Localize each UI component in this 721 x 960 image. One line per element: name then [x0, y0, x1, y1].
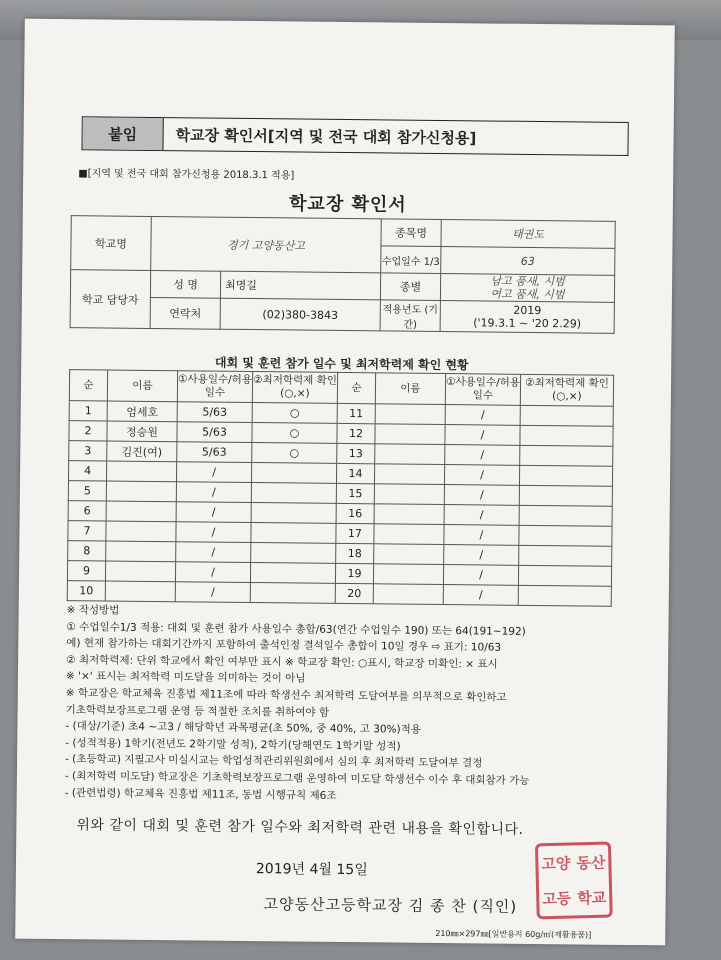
school-value: 경기 고양동산고: [151, 216, 382, 272]
event-label: 종별: [380, 273, 440, 301]
check-mark: [519, 465, 612, 486]
row-number: 13: [337, 443, 375, 463]
row-number: 4: [68, 461, 106, 481]
check-mark: [518, 585, 611, 606]
row-number: 8: [68, 541, 106, 561]
days-value: 5/63: [177, 442, 252, 463]
days-value: /: [445, 425, 520, 446]
days-value: 5/63: [177, 402, 252, 423]
seal-character: 고등: [542, 889, 572, 909]
check-mark: ○: [252, 403, 337, 424]
days-value: /: [444, 545, 519, 566]
event-value-2: 여고 품새, 시범: [490, 287, 565, 302]
days-value: /: [176, 482, 251, 503]
check-mark: [251, 523, 336, 544]
student-name: 엄세호: [107, 401, 177, 422]
school-label: 학교명: [71, 216, 152, 271]
student-name: [374, 484, 444, 505]
days-value: /: [176, 502, 251, 523]
seal-character: 고양: [541, 854, 571, 874]
days-value: /: [445, 445, 520, 466]
days-value: /: [444, 525, 519, 546]
days-value: /: [443, 565, 518, 586]
days-value: /: [176, 542, 251, 563]
seal-character: 학교: [577, 888, 607, 908]
note-line: - (성적적용) 1학기(전년도 2학기말 성적), 2학기(당해연도 1학기말 성적): [65, 736, 401, 753]
student-name: [375, 424, 445, 445]
info-table: [70, 215, 616, 334]
days-value: 5/63: [177, 422, 252, 443]
row-number: 3: [69, 441, 107, 461]
signature-line: 고양동산고등학교장 김 종 찬 (직인): [263, 895, 518, 916]
event-value: [440, 273, 614, 302]
days-label: 수업일수 1/3: [381, 246, 441, 274]
days-value: 63: [441, 246, 615, 275]
year-cell: [440, 300, 614, 333]
check-mark: ○: [252, 443, 337, 464]
note-line: ※ 학교장은 학교체육 진흥법 제11조에 따라 학생선수 최저학력 도달여부를 의무적으로 확인하고: [65, 687, 507, 704]
row-number: 19: [335, 563, 373, 583]
check-mark: [519, 485, 612, 506]
check-mark: [250, 583, 335, 604]
records-table: [67, 369, 614, 607]
col-no: 순: [69, 370, 107, 401]
row-number: 18: [336, 543, 374, 563]
year-value: 2019: [513, 303, 542, 318]
student-name: [106, 541, 176, 562]
days-value: /: [176, 462, 251, 483]
student-name: [106, 461, 176, 482]
check-mark: [519, 545, 612, 566]
paper-spec-footer: 210㎜×297㎜[일반용지 60g/㎡(재활용품)]: [435, 928, 592, 940]
days-value: /: [445, 405, 520, 426]
row-number: 11: [337, 403, 375, 423]
student-name: [373, 564, 443, 585]
name-value: 최명길: [220, 271, 380, 300]
student-name: 김진(여): [107, 441, 177, 462]
row-number: 9: [67, 561, 105, 581]
notes-section: [65, 602, 627, 807]
row-number: 20: [335, 583, 373, 603]
row-number: 16: [336, 503, 374, 523]
note-line: - (대상/기준) 초4 ~고3 / 해당학년 과목평균(초 50%, 중 40%, 고 30%)적용: [65, 720, 422, 736]
row-number: 17: [336, 523, 374, 543]
seal-character: 동산: [576, 853, 606, 873]
period-value: ('19.3.1 ~ '20 2.29): [473, 316, 582, 331]
check-mark: [251, 483, 336, 504]
student-name: [106, 481, 176, 502]
check-mark: [520, 425, 613, 446]
col-no: 순: [337, 372, 375, 403]
check-mark: [518, 565, 611, 586]
note-line: - (최저학력 미도달) 학교장은 기초학력보장프로그램 운영하여 미도달 학생선수 이수 후 대회참가 가능: [64, 770, 530, 787]
row-number: 5: [68, 481, 106, 501]
row-number: 7: [68, 521, 106, 541]
year-label: 적용년도 (기간): [380, 300, 440, 332]
row-number: 2: [69, 421, 107, 441]
date-text: 2019년 4월 15일: [255, 861, 368, 879]
official-seal: [535, 842, 613, 920]
col-check: ②최저학력제 확인(○,×): [520, 374, 613, 406]
days-value: /: [175, 582, 250, 603]
student-name: [374, 544, 444, 565]
document-title: 학교장 확인서: [288, 193, 407, 216]
check-mark: [520, 445, 613, 466]
note-line: ※ 작성방법: [66, 604, 120, 617]
student-name: [105, 581, 175, 602]
note-line: - (관련법령) 학교체육 진흥법 제11조, 동법 시행규칙 제6조: [64, 786, 337, 802]
confirm-text: 위와 같이 대회 및 훈련 참가 일수와 최저학력 관련 내용을 확인합니다.: [76, 817, 524, 838]
col-days: ①사용일수/허용일수: [177, 371, 252, 403]
note-line: ※ '×' 표시는 최저학력 미도달을 의미하는 것이 아님: [65, 670, 306, 685]
header-title: 학교장 확인서[지역 및 전국 대회 참가신청용]: [175, 125, 477, 147]
check-mark: [251, 463, 336, 484]
student-name: [374, 504, 444, 525]
student-name: 정승원: [107, 421, 177, 442]
note-line: 기초학력보장프로그램 운영 등 적절한 조치를 취하여야 함: [65, 703, 330, 719]
note-line: - (초등학교) 지필고사 미실시교는 학업성적관리위원회에서 심의 후 최저학력 도달여부 결정: [65, 753, 483, 770]
days-value: /: [444, 505, 519, 526]
sport-label: 종목명: [381, 219, 441, 247]
row-number: 12: [337, 423, 375, 443]
check-mark: [250, 563, 335, 584]
check-mark: [519, 525, 612, 546]
col-name: 이름: [375, 373, 445, 405]
attachment-tag: 붙임: [82, 117, 163, 150]
note-line: ② 최저학력제: 단위 학교에서 확인 여부만 표시 ※ 학교장 확인: ○표시, 학교장 미확인: × 표시: [66, 653, 498, 671]
row-number: 1: [69, 401, 107, 421]
manager-label: 학교 담당자: [70, 270, 151, 329]
student-name: [106, 501, 176, 522]
student-name: [375, 404, 445, 425]
days-value: /: [176, 522, 251, 543]
student-name: [375, 444, 445, 465]
note-line: 예) 현재 참가하는 대회기간까지 포함하여 출석인정 결석일수 총합이 10일 경우 ⇨ 표기: 10/63: [66, 637, 502, 654]
event-value-1: 남고 품새, 시범: [490, 274, 565, 289]
row-number: 14: [336, 463, 374, 483]
top-note: ■[지역 및 전국 대회 참가신청용 2018.3.1 적용]: [78, 168, 295, 182]
check-mark: [520, 405, 613, 426]
contact-label: 연락처: [150, 297, 220, 329]
check-mark: [251, 503, 336, 524]
student-name: [374, 464, 444, 485]
check-mark: [519, 505, 612, 526]
section-title: 대회 및 훈련 참가 일수 및 최저학력제 확인 현황: [214, 355, 469, 373]
student-name: [374, 524, 444, 545]
note-line: ① 수업일수1/3 적용: 대회 및 훈련 참가 사용일수 총합/63(연간 수업일수 190) 또는 64(191~192): [66, 620, 526, 638]
row-number: 15: [336, 483, 374, 503]
days-value: /: [444, 465, 519, 486]
days-value: /: [175, 562, 250, 583]
student-name: [105, 561, 175, 582]
header-box: [81, 116, 628, 156]
name-label: 성 명: [150, 270, 220, 298]
student-name: [373, 584, 443, 605]
row-number: 10: [67, 581, 105, 601]
col-days: ①사용일수/허용일수: [445, 374, 520, 406]
contact-value: (02)380-3843: [220, 298, 380, 331]
sport-value: 태권도: [441, 219, 615, 248]
row-number: 6: [68, 501, 106, 521]
col-name: 이름: [107, 370, 177, 402]
check-mark: ○: [252, 423, 337, 444]
check-mark: [251, 543, 336, 564]
document-page: [15, 19, 675, 946]
col-check: ②최저학력제 확인(○,×): [252, 372, 337, 404]
days-value: /: [444, 485, 519, 506]
days-value: /: [443, 585, 518, 606]
student-name: [106, 521, 176, 542]
